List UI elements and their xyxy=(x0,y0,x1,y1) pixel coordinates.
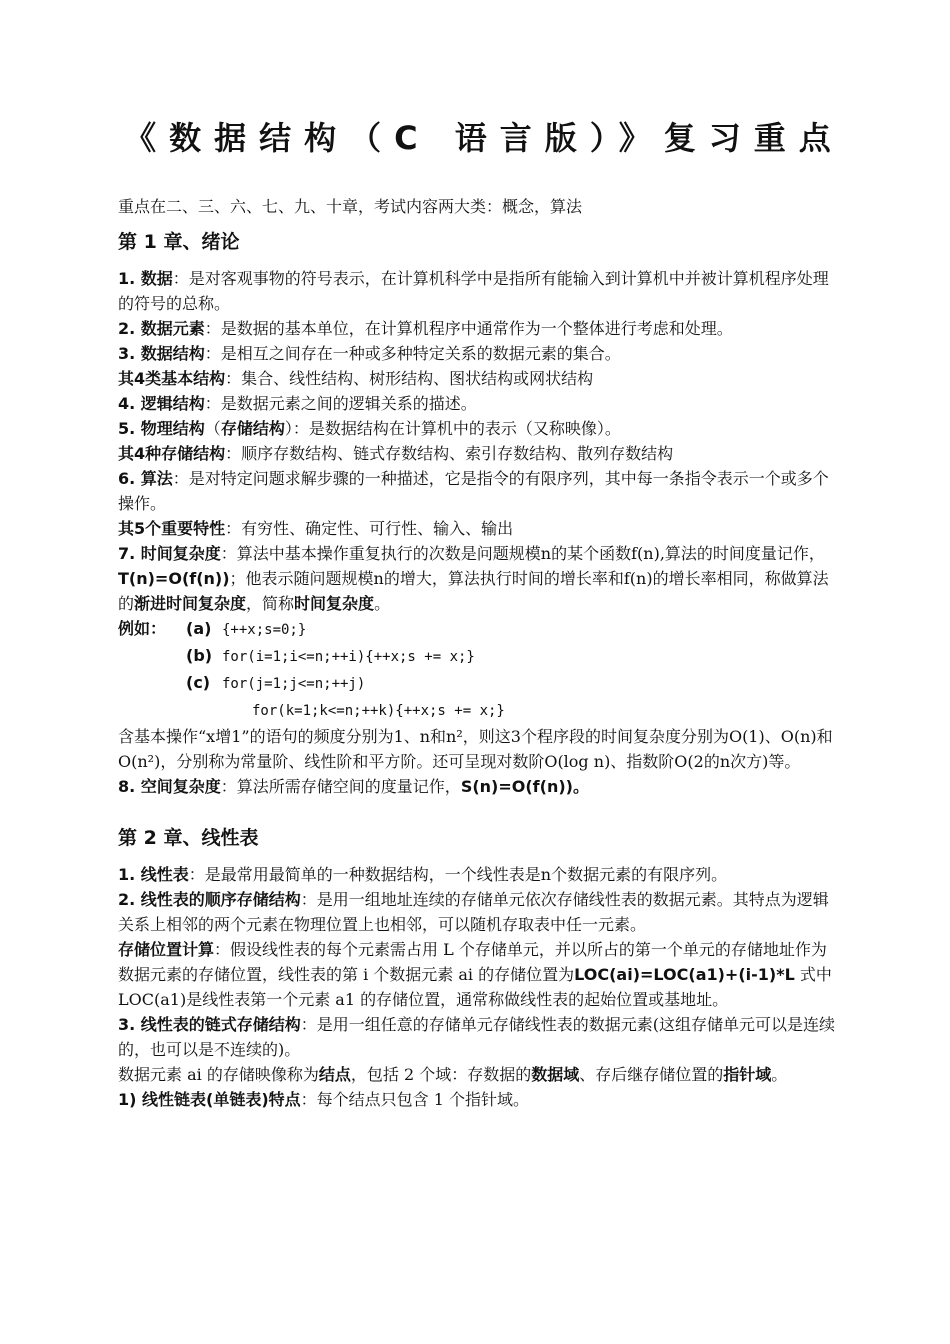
formula: LOC(ai)=LOC(a1)+(i-1)*L xyxy=(574,965,795,984)
example-label: 例如： xyxy=(118,619,167,638)
definition-linked-storage: 3. 线性表的链式存储结构：是用一组任意的存储单元存储线性表的数据元素(这组存储单元可以是连续的，也可以是不连续的)。 xyxy=(118,1015,836,1059)
term: 6. 算法 xyxy=(118,469,173,488)
term: 2. 线性表的顺序存储结构 xyxy=(118,890,301,909)
definition-data-structure: 3. 数据结构：是相互之间存在一种或多种特定关系的数据元素的集合。 xyxy=(118,344,621,363)
term: 时间复杂度 xyxy=(294,594,375,613)
definition-data-element: 2. 数据元素：是数据的基本单位，在计算机程序中通常作为一个整体进行考虑和处理。 xyxy=(118,319,733,338)
code-example-a: 例如： (a) {++x;s=0;} xyxy=(118,616,838,643)
intro-text: 重点在二、三、六、七、九、十章，考试内容两大类：概念，算法 xyxy=(118,197,583,216)
code-example-c: (c) for(j=1;j<=n;++j) xyxy=(186,673,366,692)
basic-structures: 其4类基本结构：集合、线性结构、树形结构、图状结构或网状结构 xyxy=(118,369,594,388)
singly-linked-list-feature: 1) 线性链表(单链表)特点：每个结点只包含 1 个指针域。 xyxy=(118,1090,530,1109)
term: 渐进时间复杂度 xyxy=(134,594,247,613)
complexity-explanation: 含基本操作“x增1”的语句的频度分别为1、n和n²，则这3个程序段的时间复杂度分别为O(1)、O(n)和O(n²)，分别称为常量阶、线性阶和平方阶。还可呈现对数阶O(log n)、指数阶O(2的n次方)等。 xyxy=(118,727,833,771)
chapter-1-section xyxy=(118,228,838,799)
term: 1) 线性链表(单链表)特点 xyxy=(118,1090,301,1109)
definition-data: 1. 数据：是对客观事物的符号表示，在计算机科学中是指所有能输入到计算机中并被计算机程序处理的符号的总称。 xyxy=(118,269,829,313)
storage-structures: 其4种存储结构：顺序存数结构、链式存数结构、索引存数结构、散列存数结构 xyxy=(118,444,674,463)
term: 2. 数据元素 xyxy=(118,319,205,338)
definition-linear-list: 1. 线性表：是最常用最简单的一种数据结构，一个线性表是n个数据元素的有限序列。 xyxy=(118,865,728,884)
term: 5. 物理结构 xyxy=(118,419,205,438)
page-title: 《数据结构（C 语言版）》复习重点 xyxy=(124,119,844,157)
term: 其4类基本结构 xyxy=(118,369,226,388)
node-description: 数据元素 ai 的存储映像称为结点，包括 2 个域：存数据的数据域、存后继存储位置的指针域。 xyxy=(118,1065,788,1084)
formula: S(n)=O(f(n))。 xyxy=(460,777,589,796)
term: 其4种存储结构 xyxy=(118,444,226,463)
term: 7. 时间复杂度 xyxy=(118,544,221,563)
definition-space-complexity: 8. 空间复杂度：算法所需存储空间的度量记作，S(n)=O(f(n))。 xyxy=(118,777,589,796)
algorithm-properties: 其5个重要特性：有穷性、确定性、可行性、输入、输出 xyxy=(118,519,514,538)
term: 存储位置计算 xyxy=(118,940,215,959)
code-example-c-inner: for(k=1;k<=n;++k){++x;s += x;} xyxy=(252,703,505,719)
term: 1. 线性表 xyxy=(118,865,189,884)
term: 4. 逻辑结构 xyxy=(118,394,205,413)
definition-time-complexity: 7. 时间复杂度：算法中基本操作重复执行的次数是问题规模n的某个函数f(n),算法的时间度量记作，T(n)=O(f(n))；他表示随问题规模n的增大，算法执行时间的增长率和f(n)的增长率相同，称做算法的渐进时间复杂度，简称时间复杂度。 xyxy=(118,544,829,613)
term: 数据域 xyxy=(531,1065,580,1084)
term: 其5个重要特性 xyxy=(118,519,226,538)
term: 3. 数据结构 xyxy=(118,344,205,363)
term: 8. 空间复杂度 xyxy=(118,777,221,796)
term: 存储结构 xyxy=(220,419,285,438)
formula: T(n)=O(f(n)) xyxy=(118,569,230,588)
definition-logical-structure: 4. 逻辑结构：是数据元素之间的逻辑关系的描述。 xyxy=(118,394,477,413)
definition-algorithm: 6. 算法：是对特定问题求解步骤的一种描述，它是指令的有限序列，其中每一条指令表示一个或多个操作。 xyxy=(118,469,829,513)
term: 3. 线性表的链式存储结构 xyxy=(118,1015,301,1034)
definition-sequential-storage: 2. 线性表的顺序存储结构：是用一组地址连续的存储单元依次存储线性表的数据元素。其特点为逻辑关系上相邻的两个元素在物理位置上也相邻，可以随机存取表中任一元素。 xyxy=(118,890,829,934)
chapter-2-heading: 第 2 章、线性表 xyxy=(118,827,259,849)
chapter-2-section xyxy=(118,824,838,1112)
code-example-b: (b) for(i=1;i<=n;++i){++x;s += x;} xyxy=(186,646,475,665)
term: 结点 xyxy=(318,1065,351,1084)
chapter-1-heading: 第 1 章、绪论 xyxy=(118,231,240,253)
storage-location-calc: 存储位置计算：假设线性表的每个元素需占用 L 个存储单元，并以所占的第一个单元的存储地址作为数据元素的存储位置，线性表的第 i 个数据元素 ai 的存储位置为LOC(ai)=LOC(a1)+(i-1)*L 式中 LOC(a1)是线性表第一个元素 a1 的存储位置，通常称做线性表的起始位置或基地址。 xyxy=(118,940,832,1009)
definition-physical-structure: 5. 物理结构（存储结构）：是数据结构在计算机中的表示（又称映像）。 xyxy=(118,419,621,438)
term: 指针域 xyxy=(723,1065,772,1084)
term: 1. 数据 xyxy=(118,269,173,288)
